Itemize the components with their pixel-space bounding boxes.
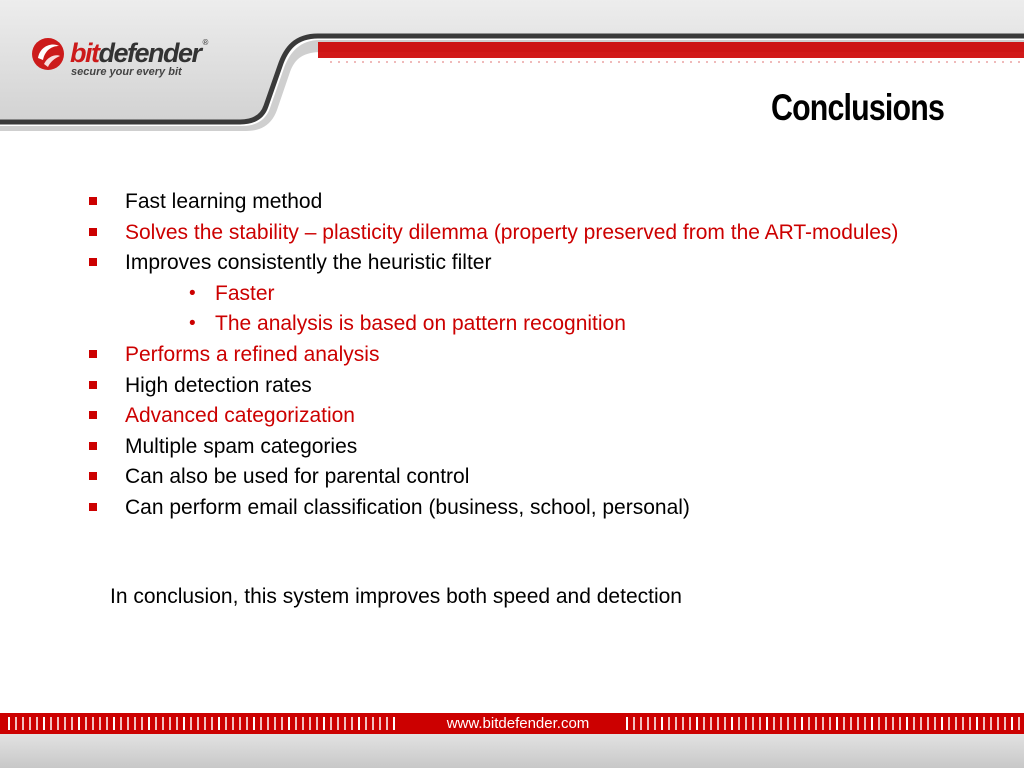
bullet-item — [88, 220, 948, 245]
square-bullet-icon — [89, 411, 97, 419]
square-bullet-icon — [89, 503, 97, 511]
bullet-text: Multiple spam categories — [125, 434, 358, 458]
bullet-text: Advanced categorization — [125, 404, 355, 428]
square-bullet-icon — [89, 350, 97, 358]
footer-url-link[interactable]: www.bitdefender.com — [446, 715, 590, 732]
bullet-text: Improves consistently the heuristic filter — [125, 251, 492, 275]
logo-tagline: secure your every bit — [71, 66, 182, 78]
logo-defender-text: defender — [98, 38, 201, 68]
square-bullet-icon — [89, 258, 97, 266]
bullet-item — [88, 250, 948, 275]
bullet-item — [88, 495, 948, 520]
bullet-text: Can perform email classification (business, school, personal) — [125, 495, 690, 519]
slide-footer — [0, 713, 1024, 768]
bullet-item — [88, 434, 948, 459]
sub-bullet-item — [88, 281, 948, 306]
bullet-item — [88, 342, 948, 367]
bullet-text: Fast learning method — [125, 190, 323, 213]
bitdefender-logo — [30, 36, 210, 86]
dot-bullet-icon: • — [189, 313, 196, 335]
bullet-item — [88, 373, 948, 398]
bullet-text: The analysis is based on pattern recognition — [215, 312, 626, 336]
slide-title: Conclusions — [770, 87, 944, 128]
footer-red-band — [0, 713, 1024, 734]
bullet-item — [88, 403, 948, 428]
bullet-text: High detection rates — [125, 373, 312, 397]
footer-ticks-left — [8, 717, 400, 730]
dot-bullet-icon: • — [189, 282, 196, 304]
bullet-text: Performs a refined analysis — [125, 342, 380, 366]
square-bullet-icon — [89, 197, 97, 205]
square-bullet-icon — [89, 381, 97, 389]
bullet-text: Solves the stability – plasticity dilemma (property preserved from the ART-modules) — [125, 220, 899, 244]
footer-ticks-right — [626, 717, 1024, 730]
sub-bullet-item — [88, 311, 948, 336]
bullet-item — [88, 189, 948, 214]
logo-bit-text: bit — [70, 38, 99, 68]
square-bullet-icon — [89, 228, 97, 236]
bullet-text: Faster — [215, 281, 275, 305]
slide-header — [0, 0, 1024, 140]
square-bullet-icon — [89, 472, 97, 480]
conclusion-text: In conclusion, this system improves both speed and detection — [110, 585, 682, 608]
logo-emblem-icon — [30, 36, 66, 72]
bullet-list — [88, 189, 948, 526]
bullet-item — [88, 464, 948, 489]
bullet-text: Can also be used for parental control — [125, 465, 470, 489]
logo-wordmark — [70, 38, 208, 69]
trademark-symbol: ® — [202, 38, 209, 47]
square-bullet-icon — [89, 442, 97, 450]
